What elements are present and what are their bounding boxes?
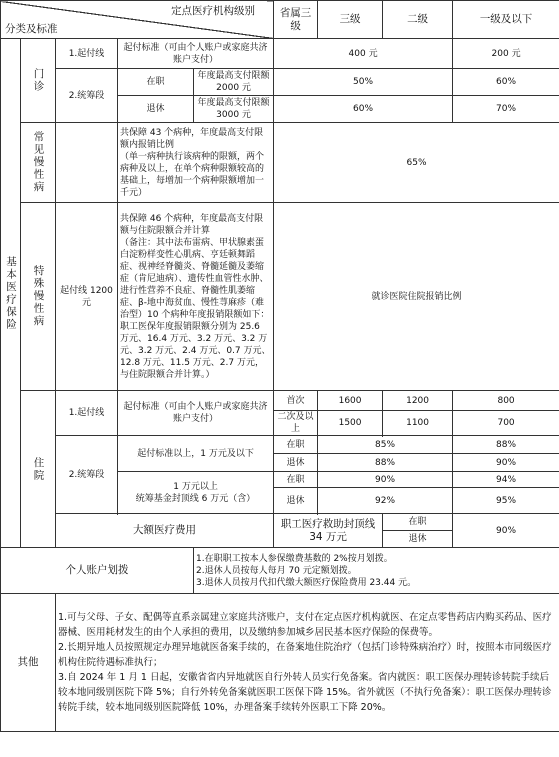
inpatient-label: 住院 xyxy=(21,391,56,548)
personal-account-note: 1.在职职工按本人参保缴费基数的 2%按月划拨。 xyxy=(196,553,393,564)
outpatient-status: 退休 xyxy=(118,96,194,123)
outpatient-limit: 年度最高支付限额 3000 元 xyxy=(194,96,274,123)
major-status: 退休 xyxy=(383,531,453,548)
inpatient-visit-type: 二次及以上 xyxy=(274,411,318,436)
level-header-tier1: 一级及以下 xyxy=(453,1,559,39)
special-disease-rate: 就诊医院住院报销比例 xyxy=(274,203,559,391)
inpatient-status: 在职 xyxy=(274,472,318,488)
inpatient-status: 退休 xyxy=(274,488,318,514)
inpatient-rate: 88% xyxy=(453,436,559,454)
other-note: 2.长期异地人员按照规定办理异地就医备案手续的，在备案地住院治疗（包括门诊特殊病治疗）时，按照本市同级医疗机构住院待遇标准执行； xyxy=(58,642,552,668)
inpatient-rate: 85% xyxy=(318,436,453,454)
outpatient-threshold-tier-high: 400 元 xyxy=(274,39,453,69)
inpatient-threshold-value: 700 xyxy=(453,411,559,436)
outpatient-threshold-tier-low: 200 元 xyxy=(453,39,559,69)
outpatient-rate-high: 50% xyxy=(274,69,453,96)
inpatient-threshold-value: 1100 xyxy=(383,411,453,436)
outpatient-limit: 年度最高支付限额 2000 元 xyxy=(194,69,274,96)
chronic-empty-cell xyxy=(56,123,118,203)
inpatient-rate: 92% xyxy=(318,488,453,514)
other-note: 3.自 2024 年 1 月 1 日起，安徽省省内异地就医自行外转人员实行免备案。省内就医：职工医保办理转诊转院手续后较本地同级别医院下降 5%；自行外转免备案就医职工医保下降 15%。省外就医（不执行免备案）：职工医保办理转诊转院手续，较本地同级别医院降低 10%，办理备案手续转外医职工下降 20%。 xyxy=(58,672,552,713)
personal-account-label: 个人账户划拨 xyxy=(1,548,194,594)
inpatient-threshold-value: 1500 xyxy=(318,411,383,436)
header-category-label: 分类及标准 xyxy=(5,23,58,35)
outpatient-threshold-label: 1.起付线 xyxy=(56,39,118,69)
special-threshold: 起付线 1200 元 xyxy=(56,203,118,391)
personal-account-note: 2.退休人员按每人每月 70 元定额划拨。 xyxy=(196,565,357,576)
inpatient-rate: 94% xyxy=(453,472,559,488)
outpatient-threshold-desc: 起付标准（可由个人账户或家庭共济账户支付） xyxy=(118,39,274,69)
other-note: 1.可与父母、子女、配偶等直系亲属建立家庭共济账户，支付在定点医疗机构就医、在定点零售药店内购买药品、医疗器械、医用耗材发生的由个人承担的费用，以及缴纳参加城乡居民基本医疗保险的保费等。 xyxy=(58,612,552,638)
header-corner-cell xyxy=(1,1,274,39)
outpatient-rate-low: 70% xyxy=(453,96,559,123)
other-notes xyxy=(56,594,559,732)
level-header-provincial: 省属三级 xyxy=(274,1,318,39)
inpatient-rate: 90% xyxy=(318,472,453,488)
level-header-tier2: 二级 xyxy=(383,1,453,39)
inpatient-status: 退休 xyxy=(274,454,318,472)
special-disease-desc: 共保障 46 个病种，年度最高支付限额与住院限额合并计算 （备注：其中法布雷病、甲状腺素蛋白淀粉样变性心肌病、亨廷顿舞蹈症、视神经脊髓炎、脊髓延髓及萎缩症（肯尼迪病）、遗传性血管性水肿、进行性营养不良症、脊髓性肌萎缩症、β-地中海贫血、慢性荨麻疹（难治型）10 个病种年度报销限额如下：职工医保年度报销限额分别为 25.6 万元、16.4 万元、3.2 万元、3.2 万元、3.2 万元、2.4 万元、0.7 万元、12.8 万元、11.5 万元、2.7 万元，与住院限额合并计算。） xyxy=(118,203,274,391)
inpatient-threshold-label: 1.起付线 xyxy=(56,391,118,436)
inpatient-visit-type: 首次 xyxy=(274,391,318,411)
level-header-tier3: 三级 xyxy=(318,1,383,39)
chronic-disease-desc: 共保障 43 个病种，年度最高支付限额内报销比例 （单一病种执行该病种的限额，两个病种及以上，在单个病种限额较高的基础上，每增加一个病种限额增加一千元） xyxy=(118,123,274,203)
major-medical-label: 大额医疗费用 xyxy=(56,514,274,548)
chronic-disease-rate: 65% xyxy=(274,123,559,203)
inpatient-band-1: 起付标准以上，1 万元及以下 xyxy=(118,436,274,472)
inpatient-band-2: 1 万元以上 统筹基金封顶线 6 万元（含） xyxy=(118,472,274,514)
outpatient-label: 门诊 xyxy=(21,39,56,123)
major-status: 在职 xyxy=(383,514,453,531)
personal-account-notes xyxy=(194,548,559,594)
inpatient-threshold-value: 1200 xyxy=(383,391,453,411)
inpatient-rate: 90% xyxy=(453,454,559,472)
outpatient-pooling-label: 2.统筹段 xyxy=(56,69,118,123)
inpatient-threshold-desc: 起付标准（可由个人账户或家庭共济账户支付） xyxy=(118,391,274,436)
other-label: 其他 xyxy=(1,594,56,732)
outpatient-rate-high: 60% xyxy=(274,96,453,123)
major-medical-cap: 职工医疗救助封顶线 34 万元 xyxy=(274,514,383,548)
inpatient-threshold-value: 800 xyxy=(453,391,559,411)
chronic-disease-label: 常见慢性病 xyxy=(21,123,56,203)
personal-account-note: 3.退休人员按月代扣代缴大额医疗保险费用 23.44 元。 xyxy=(196,577,417,588)
inpatient-rate: 95% xyxy=(453,488,559,514)
basic-insurance-label: 基本医疗保险 xyxy=(1,39,21,548)
inpatient-rate: 88% xyxy=(318,454,453,472)
inpatient-pooling-label: 2.统筹段 xyxy=(56,436,118,514)
outpatient-rate-low: 60% xyxy=(453,69,559,96)
special-disease-label: 特殊慢性病 xyxy=(21,203,56,391)
outpatient-status: 在职 xyxy=(118,69,194,96)
major-medical-rate: 90% xyxy=(453,514,559,548)
header-level-label: 定点医疗机构级别 xyxy=(171,5,256,17)
inpatient-status: 在职 xyxy=(274,436,318,454)
inpatient-threshold-value: 1600 xyxy=(318,391,383,411)
